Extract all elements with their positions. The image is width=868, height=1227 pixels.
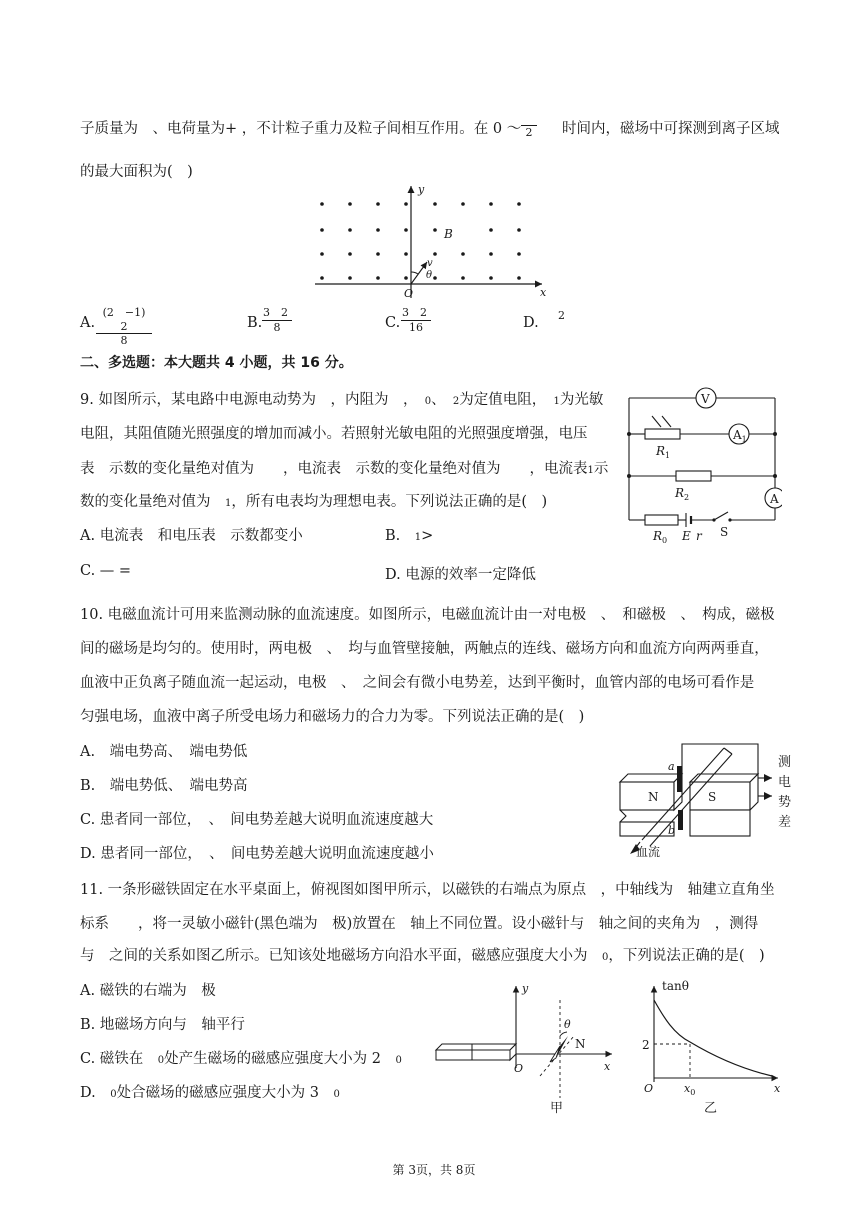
- q11-yi-x0-letter: x: [684, 1082, 691, 1095]
- q10-line2: 间的磁场是均匀的。使用时，两电极 、 均与血管壁接触，两触点的连线、磁场方向和血流方向两两垂直，: [80, 641, 769, 657]
- q11-yi-x0-label: [684, 1082, 695, 1097]
- q10-option-b[interactable]: B. 端电势低、 端电势高: [80, 778, 248, 794]
- r2-label: [674, 486, 689, 502]
- q8-option-d-sup: 2: [558, 309, 565, 322]
- q11-jia-origin-label: O: [514, 1062, 524, 1075]
- q11-line1: 11. 一条形磁铁固定在水平桌面上，俯视图如图甲所示，以磁铁的右端点为原点 ，中轴线为 轴建立直角坐: [80, 882, 775, 898]
- r1-sub: 1: [665, 451, 671, 460]
- r0-sub: 0: [662, 536, 668, 544]
- q9-option-d[interactable]: D. 电源的效率一定降低: [385, 567, 536, 583]
- measure-char-2: 电: [778, 775, 792, 790]
- emf-label: E: [682, 529, 691, 543]
- ammeter-a1-sub: 1: [741, 435, 747, 444]
- q10-line1: 10. 电磁血流计可用来监测动脉的血流速度。如图所示，电磁血流计由一对电极 、 和磁极 、 构成，磁极: [80, 607, 775, 623]
- measure-char-4: 差: [778, 815, 792, 830]
- q9-circuit-diagram: [620, 384, 782, 544]
- q9-line1-sub1: 1: [553, 396, 560, 407]
- q11-jia-theta-label: θ: [564, 1018, 571, 1031]
- r1-label: [655, 444, 670, 460]
- q8-origin-label: O: [404, 287, 414, 300]
- q8-option-c-num: 2: [420, 306, 427, 319]
- q8-theta-label: θ: [426, 270, 433, 281]
- q9-line1-a: 9. 如图所示，某电路中电源电动势为 ，内阻为 ，: [80, 392, 425, 408]
- q9-option-b-end: >: [421, 528, 434, 544]
- q11-jia-caption: 甲: [550, 1101, 564, 1116]
- q11-option-b[interactable]: B. 地磁场方向与 轴平行: [80, 1017, 245, 1033]
- q8-y-label: y: [418, 183, 425, 196]
- q9-option-a[interactable]: A. 电流表 和电压表 示数都变小: [80, 528, 303, 544]
- q9-line3-end: 示: [593, 461, 609, 477]
- q9-line4-a: 数的变化量绝对值为: [80, 494, 225, 510]
- q9-option-b-a: B.: [385, 528, 415, 544]
- q8-fraction-den: 2: [525, 126, 533, 139]
- q11-yi-x-label: x: [774, 1082, 781, 1095]
- r0-label: [652, 529, 667, 544]
- q10-option-a[interactable]: A. 端电势高、 端电势低: [80, 744, 248, 760]
- q8-v-label: v: [427, 258, 433, 269]
- q9-option-b-sub: 1: [414, 532, 422, 543]
- q9-line3-sub: 1: [587, 465, 594, 476]
- q9-option-c[interactable]: C. — =: [80, 563, 132, 579]
- q8-option-b-num: 2: [281, 306, 288, 319]
- q11-line3-end: ，下列说法正确的是( ): [608, 948, 765, 964]
- q8-option-b-den: 8: [273, 321, 281, 334]
- measure-char-1: 测: [778, 755, 792, 770]
- voltmeter-label: V: [701, 392, 710, 406]
- q8-line1-text: 子质量为 、电荷量为+ ，不计粒子重力及粒子间相互作用。在 0 ～: [80, 121, 522, 137]
- q8-line1: [80, 117, 521, 138]
- q8-option-b-frac: [262, 304, 292, 334]
- electrode-a-label: a: [668, 760, 675, 773]
- q11-yi-tick-2: 2: [642, 1038, 650, 1052]
- q11-option-d-a: D.: [80, 1085, 111, 1101]
- r2-letter: R: [675, 486, 685, 500]
- q9-line1-sub2: 2: [452, 396, 460, 407]
- q11-jia-x-label: x: [604, 1060, 611, 1073]
- q8-option-b-lead: 3: [263, 306, 270, 319]
- q8-line2: 的最大面积为( ): [80, 164, 193, 180]
- q10-line4: 匀强电场，血液中离子所受电场力和磁场力的合力为零。下列说法正确的是( ): [80, 709, 585, 725]
- blood-flow-label: 血流: [636, 845, 661, 859]
- q11-yi-y-label: tanθ: [662, 979, 689, 993]
- q11-yi-caption: 乙: [704, 1101, 718, 1116]
- internal-resistance-label: r: [696, 529, 702, 543]
- q8-option-c-frac: [401, 304, 431, 334]
- q10-blood-flow-meter-figure: [612, 738, 802, 862]
- q10-option-d[interactable]: D. 患者同一部位， 、 间电势差越大说明血流速度越小: [80, 846, 434, 862]
- q8-option-d[interactable]: [523, 315, 539, 331]
- measure-char-3: 势: [778, 795, 792, 810]
- q8-option-c[interactable]: [385, 315, 400, 331]
- page-footer: 第 3页，共 8页: [392, 1163, 476, 1177]
- q9-line1-sub0: 0: [424, 396, 432, 407]
- q9-line3-a: 表 示数的变化量绝对值为 ，电流表 示数的变化量绝对值为 ，电流表: [80, 461, 588, 477]
- q9-line4-sub: 1: [225, 498, 232, 509]
- q8-field-label: B: [444, 227, 453, 241]
- q11-line3: [80, 944, 765, 965]
- ammeter-a1-label: [732, 428, 747, 444]
- q8-fraction: [521, 114, 537, 139]
- q11-option-d-sub2: 0: [333, 1089, 340, 1100]
- q8-option-a-frac: [96, 304, 157, 347]
- q9-line3: [80, 457, 608, 478]
- q8-option-a-num: (2 −1) 2: [96, 304, 152, 334]
- q8-field-figure: [310, 180, 555, 302]
- q8-option-d-prefix: D.: [523, 315, 539, 331]
- q8-option-c-lead: 3: [402, 306, 409, 319]
- switch-label: S: [720, 525, 729, 539]
- q11-option-c-sub: 0: [157, 1055, 165, 1066]
- r2-sub: 2: [684, 493, 690, 502]
- q8-option-b[interactable]: [247, 315, 262, 331]
- r0-letter: R: [653, 529, 663, 543]
- q9-line1: [80, 388, 603, 409]
- magnet-s-label: S: [708, 790, 717, 804]
- q11-line3-a: 与 之间的关系如图乙所示。已知该处地磁场方向沿水平面，磁感应强度大小为: [80, 948, 602, 964]
- q8-line1-end: 时间内，磁场中可探测到离子区域: [562, 121, 780, 137]
- q11-option-a[interactable]: A. 磁铁的右端为 极: [80, 983, 216, 999]
- q10-option-c[interactable]: C. 患者同一部位， 、 间电势差越大说明血流速度越大: [80, 812, 434, 828]
- q11-option-c-a: C. 磁铁在: [80, 1051, 158, 1067]
- electrode-b-label: b: [668, 824, 676, 837]
- q11-yi-x0-sub: 0: [690, 1088, 696, 1097]
- q11-option-d[interactable]: [80, 1081, 340, 1102]
- r1-letter: R: [656, 444, 666, 458]
- q11-line2: 标系 ，将一灵敏小磁针(黑色端为 极)放置在 轴上不同位置。设小磁针与 轴之间的夹角为 ，测得: [80, 916, 759, 932]
- q8-option-c-den: 16: [409, 321, 423, 334]
- q11-option-d-sub: 0: [110, 1089, 117, 1100]
- q11-figure-jia: [432, 980, 622, 1118]
- q11-yi-origin-label: O: [644, 1082, 654, 1095]
- q11-figure-yi: [638, 978, 786, 1118]
- q8-option-b-prefix: B.: [247, 315, 263, 331]
- q11-option-c-b: 处产生磁场的磁感应强度大小为 2: [164, 1051, 396, 1067]
- q11-option-d-b: 处合磁场的磁感应强度大小为 3: [116, 1085, 334, 1101]
- ammeter-a-label: A: [770, 492, 779, 506]
- q10-line3: 血液中正负离子随血流一起运动，电极 、 之间会有微小电势差，达到平衡时，血管内部的电场可看作是: [80, 675, 755, 691]
- magnet-n-label: N: [648, 790, 659, 804]
- q11-option-c-sub2: 0: [395, 1055, 402, 1066]
- q9-line1-b: 为定值电阻，: [459, 392, 554, 408]
- q11-line3-sub: 0: [602, 952, 609, 963]
- q8-option-a[interactable]: [80, 315, 95, 331]
- ammeter-a1-letter: A: [733, 428, 742, 442]
- q11-option-c[interactable]: [80, 1047, 402, 1068]
- q11-jia-n-label: N: [575, 1037, 586, 1051]
- q9-line1-c: 为光敏: [559, 392, 604, 408]
- q9-option-b[interactable]: [385, 524, 433, 545]
- q9-line2: 电阻，其阻值随光照强度的增加而减小。若照射光敏电阻的光照强度增强，电压: [80, 426, 588, 442]
- q9-line1-mid: 、: [431, 392, 453, 408]
- q9-line4-end: ，所有电表均为理想电表。下列说法正确的是( ): [231, 494, 548, 510]
- q9-line4: [80, 490, 547, 511]
- q8-option-a-prefix: A.: [80, 315, 96, 331]
- q11-jia-y-label: y: [522, 982, 529, 995]
- section-multiple-choice-heading: 二、多选题：本大题共 4 小题，共 16 分。: [80, 355, 353, 371]
- q8-option-a-den: 8: [120, 334, 128, 347]
- q8-option-c-prefix: C.: [385, 315, 401, 331]
- q8-x-label: x: [540, 286, 547, 299]
